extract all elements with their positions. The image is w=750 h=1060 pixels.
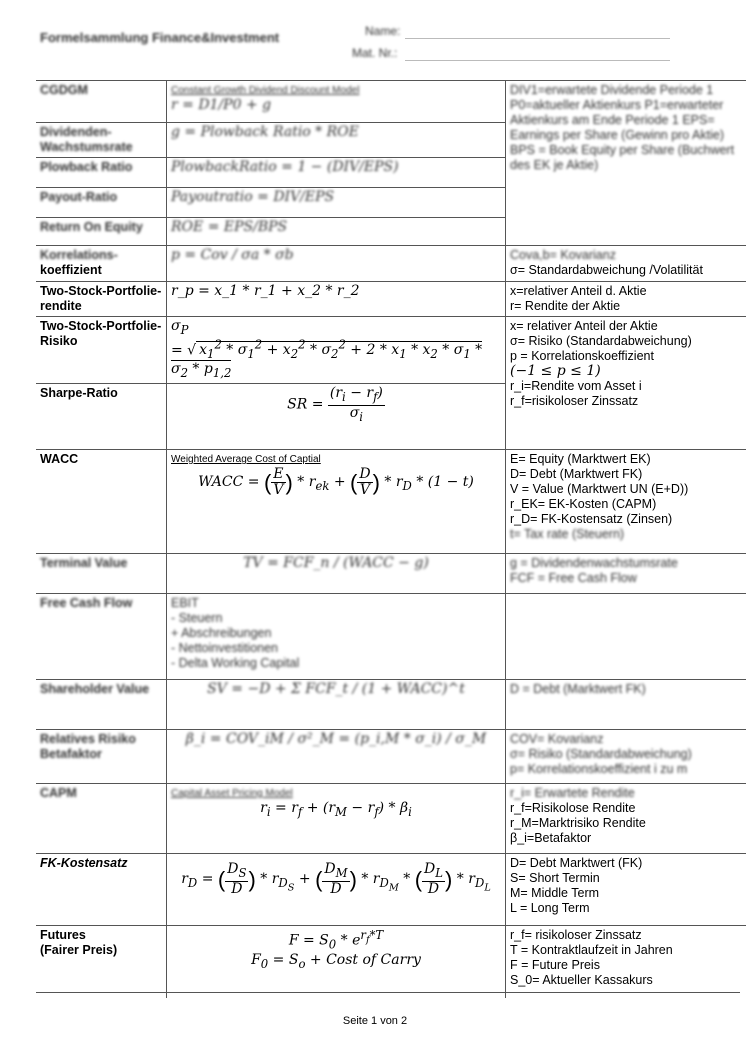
row-formula: p = Cov / σa * σb — [167, 246, 506, 282]
row-desc: E= Equity (Marktwert EK) D= Debt (Marktwert FK) V = Value (Marktwert UN (E+D)) r_EK= EK-Kosten (CAPM) r_D= FK-Kostensatz (Zinsen) t= Tax rate (Steuern) — [506, 450, 747, 554]
row-formula: Constant Growth Dividend Discount Model r = D1/P0 + g — [167, 81, 506, 123]
name-label: Name: — [365, 24, 401, 38]
row-cgdgm — [36, 81, 746, 123]
row-formula: SV = −D + Σ FCF_t / (1 + WACC)^t — [167, 680, 506, 730]
row-name: Return On Equity — [36, 218, 167, 246]
row-name: Terminal Value — [36, 554, 167, 594]
row-name: Korrelations- koeffizient — [36, 246, 167, 282]
row-desc: D = Debt (Marktwert FK) — [506, 680, 747, 730]
row-formula — [167, 282, 506, 317]
row-name: Two-Stock-Portfolie-rendite — [36, 282, 167, 317]
row-two-stock-rendite — [36, 282, 746, 317]
row-name: Payout-Ratio — [36, 188, 167, 218]
row-formula: TV = FCF_n / (WACC − g) — [167, 554, 506, 594]
row-desc: g = Dividendenwachstumsrate FCF = Free Cash Flow — [506, 554, 747, 594]
row-desc: x=relativer Anteil d. Aktie r= Rendite der Aktie — [506, 282, 747, 317]
row-formula: SR = $\frac{(r_i - r_f)}{\sigma_i}$ — [167, 384, 506, 450]
row-desc — [506, 594, 747, 680]
row-desc: Cova,b= Kovarianz σ= Standardabweichung /Volatilität — [506, 246, 747, 282]
row-formula: β_i = COV_iM / σ²_M = (p_i,M * σ_i) / σ_M — [167, 730, 506, 784]
row-fk-kostensatz — [36, 854, 746, 926]
row-formula: $F = S_0 * e^{r_f*T}$ $F_0 = S_o$ + Cost of Carry — [167, 926, 506, 998]
row-formula: Payoutratio = DIV/EPS — [167, 188, 506, 218]
table-bottom-border — [36, 992, 740, 993]
row-name: Sharpe-Ratio — [36, 384, 167, 450]
row-formula: PlowbackRatio = 1 − (DIV/EPS) — [167, 158, 506, 188]
row-name: FK-Kostensatz — [36, 854, 167, 926]
row-name: CGDGM — [36, 81, 167, 123]
row-name: WACC — [36, 450, 167, 554]
row-formula: ROE = EPS/BPS — [167, 218, 506, 246]
row-desc: COV= Kovarianz σ= Risiko (Standardabweichung) p= Korrelationskoeffizient i zu m — [506, 730, 747, 784]
row-name: Plowback Ratio — [36, 158, 167, 188]
row-formula: EBIT - Steuern + Abschreibungen - Nettoinvestitionen - Delta Working Capital — [167, 594, 506, 680]
row-desc: r_i= Erwartete Rendite r_f=Risikolose Rendite r_M=Marktrisiko Rendite β_i=Betafaktor — [506, 784, 747, 854]
row-futures — [36, 926, 746, 998]
row-formula: $r_D$ = ( $\frac{D_S}{D}$ ) * $r_{D_S}$ + ( $\frac{D_M}{D}$ ) * $r_{D_M}$ * ( $\frac{D_L}{D}$ ) * $r_{D_L}$ — [167, 854, 506, 926]
page-number: Seite 1 von 2 — [342, 1015, 408, 1027]
row-formula: g = Plowback Ratio * ROE — [167, 123, 506, 158]
row-desc: D= Debt Marktwert (FK) S= Short Termin M= Middle Term L = Long Term — [506, 854, 747, 926]
name-field-line — [405, 38, 670, 39]
row-korrelation — [36, 246, 746, 282]
row-terminal-value — [36, 554, 746, 594]
row-shareholder-value — [36, 680, 746, 730]
row-name: CAPM — [36, 784, 167, 854]
row-formula: Weighted Average Cost of Captial WACC = ( $\frac{E}{V}$ ) * $r_{ek}$ + ( $\frac{D}{V}$ ) * $r_D * (1 - t)$ — [167, 450, 506, 554]
row-free-cash-flow — [36, 594, 746, 680]
row-name: Two-Stock-Portfolie-Risiko — [36, 317, 167, 384]
row-formula: $\sigma_P$ = √ $x_1^2 * \sigma_1^2 + x_2^2 * \sigma_2^2 + 2 * x_1 * x_2 * \sigma_1 * \sigma_2 * p_{1,2}$ — [167, 317, 506, 384]
formula-text: r = D1/P0 + g — [171, 97, 272, 113]
row-desc: r_f= risikoloser Zinssatz T = Kontraktlaufzeit in Jahren F = Future Preis S_0= Aktueller Kassakurs — [506, 926, 747, 998]
row-capm — [36, 784, 746, 854]
row-name: Shareholder Value — [36, 680, 167, 730]
matnr-label: Mat. Nr.: — [352, 46, 398, 60]
row-name: Relatives Risiko Betafaktor — [36, 730, 167, 784]
row-name: Free Cash Flow — [36, 594, 167, 680]
row-wacc — [36, 450, 746, 554]
row-name: Dividenden-Wachstumsrate — [36, 123, 167, 158]
row-betafaktor — [36, 730, 746, 784]
row-desc: DIV1=erwartete Dividende Periode 1 P0=aktueller Aktienkurs P1=erwarteter Aktienkurs am Ende Periode 1 EPS= Earnings per Share (Gewinn pro Aktie) BPS = Book Equity per Share (Buchwert des EK je Aktie) — [506, 81, 747, 246]
row-formula: Capital Asset Pricing Model $r_i = r_f + (r_M - r_f) * \beta_i$ — [167, 784, 506, 854]
row-name: Futures (Fairer Preis) — [36, 926, 167, 998]
sheet-title: Formelsammlung Finance&Investment — [40, 30, 280, 45]
formula-table — [36, 80, 746, 998]
row-two-stock-risiko — [36, 317, 746, 384]
formula-text: r_p = x_1 * r_1 + x_2 * r_2 — [171, 283, 360, 299]
matnr-field-line — [405, 60, 670, 61]
row-desc: x= relativer Anteil der Aktie σ= Risiko (Standardabweichung) p = Korrelationskoeffizient (−1 ≤ p ≤ 1) r_i=Rendite vom Asset i r_f=risikoloser Zinssatz — [506, 317, 747, 450]
